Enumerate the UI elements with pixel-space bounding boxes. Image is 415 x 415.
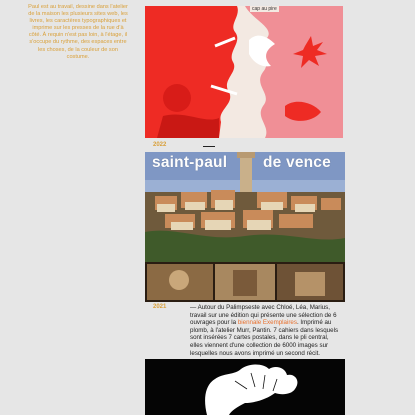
separator-dash (203, 146, 215, 147)
village-photo (145, 152, 345, 302)
poster-caption: cap au pire (252, 6, 277, 12)
year-label: 2021 (153, 304, 167, 310)
postcard-title-left: saint-paul (152, 154, 228, 171)
hand-drawing-icon (145, 359, 345, 415)
intro-lead[interactable]: Paul est au travail, (28, 4, 75, 10)
intro-body: dessine dans l'atelier de la maison les plusieurs sites web, les livres, les caractères typographiques et imprime sur les presses de la rue d'à côté. À requin n'est pas loin, à l'étage, il s'occupe du rythme, des espaces entre les choses, de la couleur de son costume. (28, 4, 128, 60)
intro-text (26, 4, 130, 61)
year-label: 2022 (153, 142, 167, 148)
biennale-link[interactable]: biennale Exemplaires (237, 319, 297, 327)
postcard-image[interactable] (145, 152, 345, 302)
red-ink-blot-illustration (145, 6, 343, 138)
postcard-title-right: de vence (263, 154, 331, 171)
project-description (190, 304, 342, 357)
hand-drawing-image[interactable] (145, 359, 345, 415)
poster-image[interactable] (145, 6, 343, 138)
description-text-end: . Imprimé au plomb, à l'atelier Murr, Pantin. 7 cahiers dans lesquels sont insérées 7 cartes postales, dans le pli central, elles viennent d'une collection de 6000 images sur lesquelles nous avons imprimé un second récit. (190, 319, 339, 357)
description-text-start: — Autour du Palimpseste avec Chloé, Léa, Marius, travail sur une édition qui présente une sélection de 6 ouvrages pour la (190, 304, 337, 327)
